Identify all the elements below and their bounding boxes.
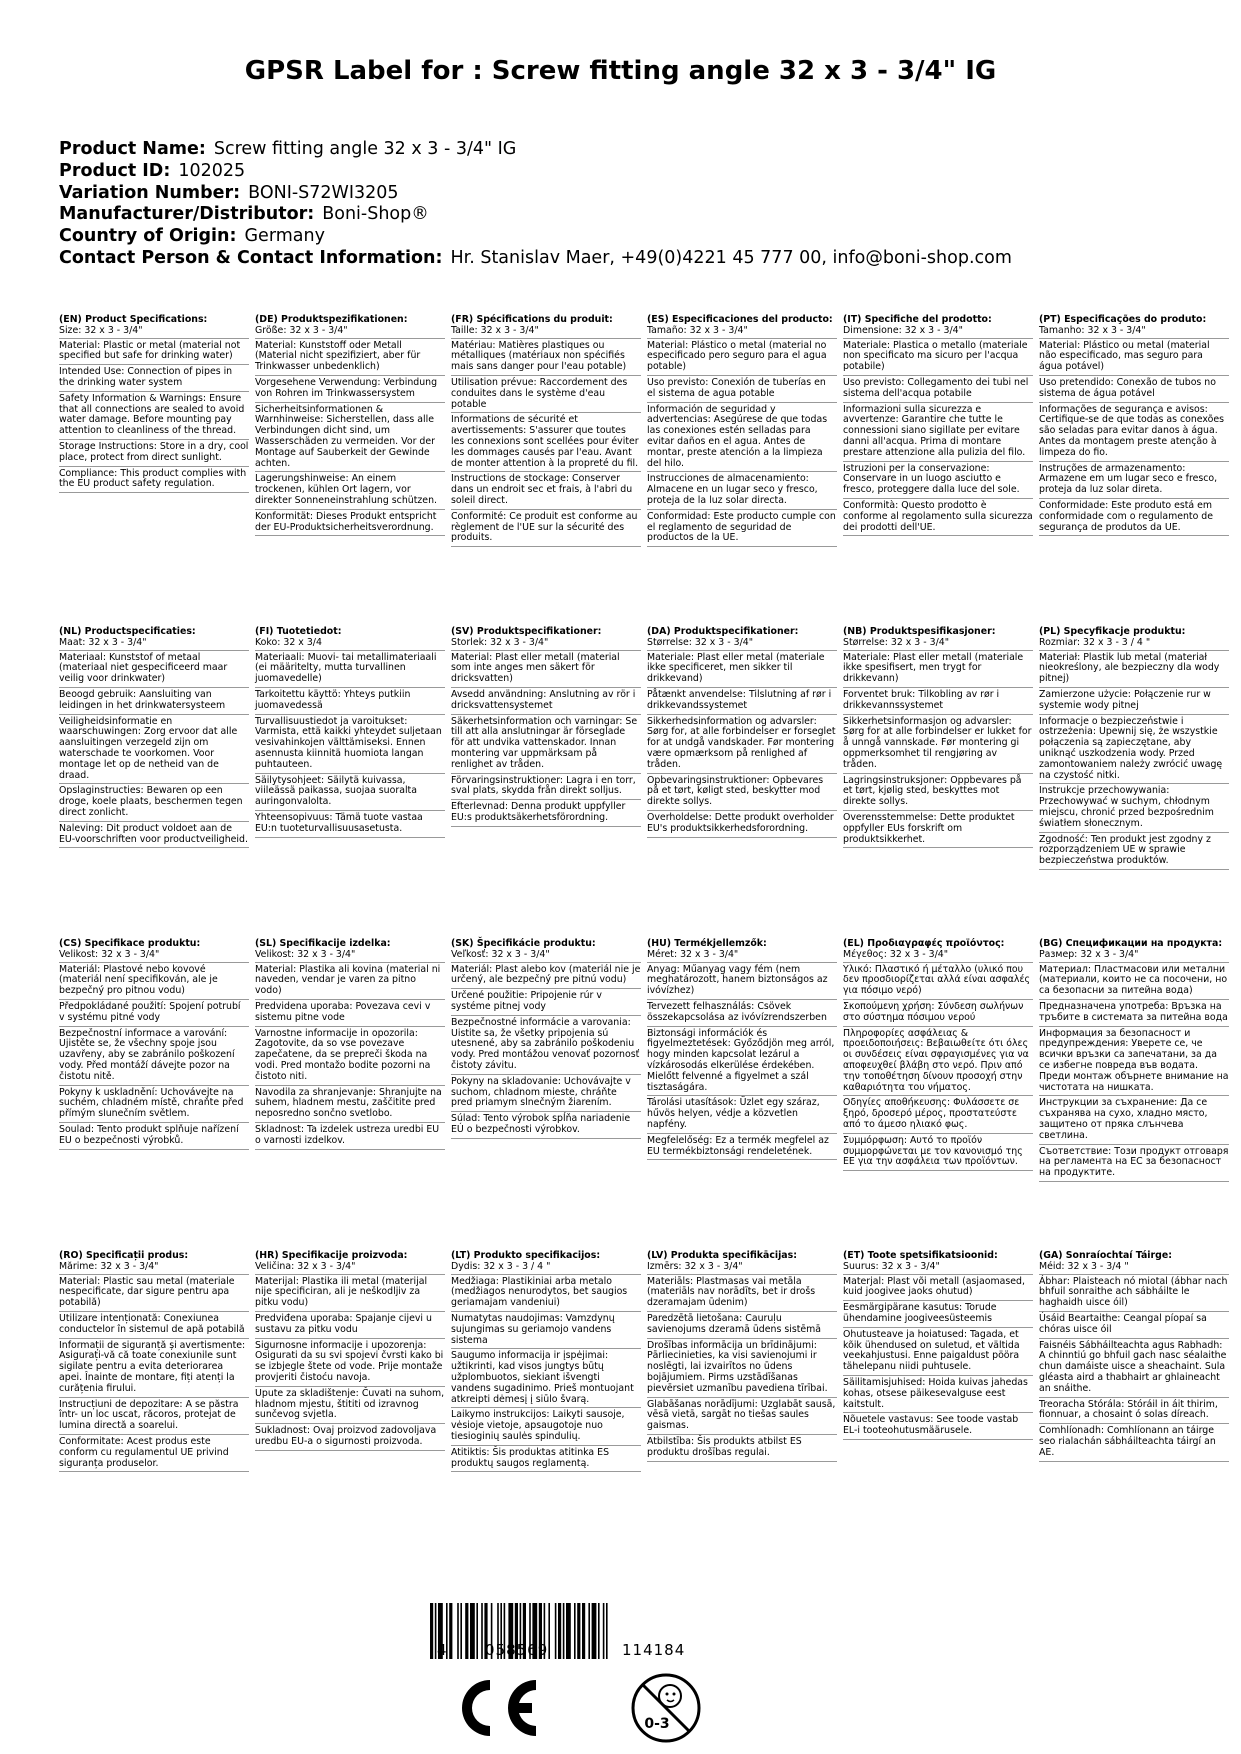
language-spec-field: Предназначена употреба: Връзка на тръбите в системата за питейна вода (1039, 1000, 1229, 1027)
language-spec-block (647, 939, 837, 1160)
language-spec-field: Turvallisuustiedot ja varoitukset: Varmista, että kaikki yhteydet suljetaan vesivahinkojen välttämiseksi. Ennen asennusta kiinnitä huomiota langan puhtauteen. (255, 715, 445, 774)
language-spec-block (255, 315, 445, 536)
language-spec-field: Materiale: Plast eller metall (materiale ikke spesifisert, men trygt for drikkevann) (843, 651, 1033, 688)
language-spec-field: Uso pretendido: Conexão de tubos no sistema de água potável (1039, 376, 1229, 403)
language-spec-block (255, 939, 445, 1150)
language-spec-heading: (HR) Specifikacije proizvoda: (255, 1250, 408, 1261)
language-spec-size: Méid: 32 x 3 - 3/4 " (1039, 1262, 1229, 1275)
barcode-bar (563, 1603, 565, 1659)
language-spec-field: Varnostne informacije in opozorila: Zagotovite, da so vse povezave zapečatene, da se prepreči škoda na vodi. Pred montažo bodite pozorni na čistoto niti. (255, 1027, 445, 1086)
language-spec-size: Méret: 32 x 3 - 3/4" (647, 950, 837, 963)
language-spec-field: Material: Plastika ali kovina (material ni naveden, vendar je varen za pitno vodo) (255, 963, 445, 1000)
language-spec-field: Материал: Пластмасови или метални (материали, които не са посочени, но са безопасни за питейна вода) (1039, 963, 1229, 1000)
product-info-row (59, 183, 1012, 205)
product-info-label: Manufacturer/Distributor: (59, 204, 315, 225)
language-spec-field: Påtænkt anvendelse: Tilslutning af rør i drikkevandssystemet (647, 688, 837, 715)
language-spec-field: Safety Information & Warnings: Ensure that all connections are sealed to avoid water damage. Before mounting pay attention to cleanliness of the thread. (59, 392, 249, 440)
barcode-bar (603, 1603, 605, 1659)
language-spec-block (647, 1251, 837, 1462)
language-spec-field: Storage Instructions: Store in a dry, cool place, protect from direct sunlight. (59, 440, 249, 467)
language-spec-block (843, 627, 1033, 848)
language-spec-field: Navodila za shranjevanje: Shranjujte na suhem, hladnem mestu, zaščitite pred neposredno sončno svetlobo. (255, 1086, 445, 1123)
barcode-bar (592, 1603, 597, 1659)
language-spec-field: Forventet bruk: Tilkobling av rør i drikkevannssystemet (843, 688, 1033, 715)
language-spec-block (843, 1251, 1033, 1440)
barcode-bar (558, 1603, 561, 1659)
language-spec-field: Overholdelse: Dette produkt overholder EU's produktsikkerhedsforordning. (647, 811, 837, 838)
language-spec-block (1039, 627, 1229, 870)
language-spec-size: Suurus: 32 x 3 - 3/4" (843, 1262, 1033, 1275)
page-title: GPSR Label for : Screw fitting angle 32 x 3 - 3/4" IG (244, 56, 997, 86)
language-spec-size: Taille: 32 x 3 - 3/4" (451, 326, 641, 339)
language-spec-field: Predvidena uporaba: Povezava cevi v sistemu pitne vode (255, 1000, 445, 1027)
barcode-bar (470, 1603, 475, 1659)
language-spec-field: Ábhar: Plaisteach nó miotal (ábhar nach bhfuil sonraithe ach sábháilte le haghaidh uisce óil) (1039, 1275, 1229, 1312)
language-spec-field: Overensstemmelse: Dette produktet oppfyller EUs forskrift om produktsikkerhet. (843, 811, 1033, 848)
language-spec-field: Información de seguridad y advertencias: Asegúrese de que todas las conexiones estén selladas para evitar daños en el agua. Antes de montar, preste atención a la limpieza del hilo. (647, 403, 837, 473)
language-spec-field: Σκοπούμενη χρήση: Σύνδεση σωλήνων στο σύστημα πόσιμου νερού (843, 1000, 1033, 1027)
language-spec-block (1039, 939, 1229, 1182)
language-spec-field: Nõuetele vastavus: See toode vastab EL-i tooteohutusmäärusele. (843, 1413, 1033, 1440)
language-spec-heading: (ES) Especificaciones del producto: (647, 314, 833, 325)
barcode-bar (457, 1603, 459, 1659)
language-spec-field: Υλικό: Πλαστικό ή μέταλλο (υλικό που δεν προσδιορίζεται αλλά είναι ασφαλές για πόσιμο νερό) (843, 963, 1033, 1000)
language-spec-field: Säilitamisjuhised: Hoida kuivas jahedas kohas, otsese päikesevalguse eest kaitstult. (843, 1376, 1033, 1413)
barcode-bar (574, 1603, 576, 1659)
product-info-value: Germany (244, 226, 325, 247)
language-spec-field: Съответствие: Този продукт отговаря на регламента на ЕС за безопасност на продуктите. (1039, 1145, 1229, 1182)
language-spec-field: Инструкции за съхранение: Да се съхранява на сухо, хладно място, защитено от пряка слънчева светлина. (1039, 1096, 1229, 1144)
language-spec-field: Yhteensopivuus: Tämä tuote vastaa EU:n tuoteturvallisuusasetusta. (255, 811, 445, 838)
language-spec-block (451, 1251, 641, 1472)
language-spec-size: Velikost: 32 x 3 - 3/4" (255, 950, 445, 963)
language-spec-field: Avsedd användning: Anslutning av rör i dricksvattensystemet (451, 688, 641, 715)
language-spec-heading: (NB) Produktspesifikasjoner: (843, 626, 996, 637)
language-spec-field: Zgodność: Ten produkt jest zgodny z rozporządzeniem UE w sprawie bezpieczeństwa produktów. (1039, 833, 1229, 870)
language-spec-heading: (FI) Tuotetiedot: (255, 626, 342, 637)
svg-text:0-3: 0-3 (644, 1716, 670, 1732)
language-spec-size: Μέγεθος: 32 x 3 - 3/4" (843, 950, 1033, 963)
language-spec-field: Conformité: Ce produit est conforme au règlement de l'UE sur la sécurité des produits. (451, 510, 641, 547)
language-spec-size: Størrelse: 32 x 3 - 3/4" (647, 638, 837, 651)
language-spec-size: Размер: 32 x 3 - 3/4" (1039, 950, 1229, 963)
language-spec-block (255, 627, 445, 838)
language-spec-field: Uso previsto: Conexión de tuberías en el sistema de agua potable (647, 376, 837, 403)
product-info-label: Variation Number: (59, 182, 241, 203)
language-spec-field: Οδηγίες αποθήκευσης: Φυλάσσετε σε ξηρό, δροσερό μέρος, προστατεύστε από το άμεσο ηλιακό φως. (843, 1096, 1033, 1133)
language-spec-field: Material: Kunststoff oder Metall (Material nicht spezifiziert, aber für Trinkwasser unbedenklich) (255, 339, 445, 376)
language-spec-field: Conformitate: Acest produs este conform cu regulamentul UE privind siguranța produselor. (59, 1435, 249, 1472)
language-spec-field: Material: Plastic sau metal (materiale nespecificate, dar sigure pentru apa potabilă) (59, 1275, 249, 1312)
language-spec-size: Size: 32 x 3 - 3/4" (59, 326, 249, 339)
product-info-block (59, 139, 1012, 270)
language-spec-heading: (DE) Produktspezifikationen: (255, 314, 408, 325)
language-spec-block (843, 315, 1033, 536)
language-spec-field: Materiale: Plast eller metal (materiale ikke specificeret, men sikker til drikkevand) (647, 651, 837, 688)
language-spec-field: Utilisation prévue: Raccordement des conduites dans le système d'eau potable (451, 376, 641, 413)
language-spec-field: Drošības informācija un brīdinājumi: Pārliecinieties, ka visi savienojumi ir noslēgti, lai izvairītos no ūdens bojājumiem. Pirms uzstādīšanas pievērsiet uzmanību pavediena tīrībai. (647, 1339, 837, 1398)
language-spec-field: Paredzētā lietošana: Cauruļu savienojums dzeramā ūdens sistēmā (647, 1312, 837, 1339)
language-spec-heading: (CS) Specifikace produktu: (59, 938, 201, 949)
language-spec-heading: (LV) Produkta specifikācijas: (647, 1250, 797, 1261)
language-spec-field: Efterlevnad: Denna produkt uppfyller EU:s produktsäkerhetsförordning. (451, 800, 641, 827)
language-spec-field: Numatytas naudojimas: Vamzdynų sujungimas su geriamojo vandens sistema (451, 1312, 641, 1349)
language-spec-field: Faisnéis Sábháilteachta agus Rabhadh: A chinntiú go bhfuil gach nasc séalaithe chun damáiste uisce a sheachaint. Sula gléasta aird a thabhairt ar ghlaineacht an snáithe. (1039, 1339, 1229, 1398)
language-spec-field: Compliance: This product complies with the EU product safety regulation. (59, 467, 249, 494)
language-spec-field: Materiaali: Muovi- tai metallimateriaali (ei määritelty, mutta turvallinen juomavedelle) (255, 651, 445, 688)
language-spec-field: Sikkerhetsinformasjon og advarsler: Sørg for at alle forbindelser er lukket for å unngå vannskade. Før montering gi oppmerksomhet til rengjøring av tråden. (843, 715, 1033, 774)
product-info-label: Product Name: (59, 139, 206, 159)
barcode-digits-right: 114184 (622, 1641, 686, 1659)
product-info-label: Product ID: (59, 160, 171, 181)
language-spec-heading: (HU) Termékjellemzők: (647, 938, 767, 949)
language-spec-field: Informações de segurança e avisos: Certifique-se de que todas as conexões são seladas para evitar danos à água. Antes da montagem preste atenção à limpeza do fio. (1039, 403, 1229, 462)
language-spec-block (59, 315, 249, 493)
language-spec-field: Konformität: Dieses Produkt entspricht der EU-Produktsicherheitsverordnung. (255, 510, 445, 537)
barcode-bar (588, 1603, 590, 1659)
language-spec-field: Bezpečnostné informácie a varovania: Uistite sa, že všetky pripojenia sú utesnené, aby sa zabránilo poškodeniu vody. Pred montážou venovať pozornosť čistoty závitu. (451, 1016, 641, 1075)
language-spec-field: Súlad: Tento výrobok spĺňa nariadenie EÚ o bezpečnosti výrobkov. (451, 1112, 641, 1139)
language-spec-heading: (EL) Προδιαγραφές προϊόντος: (843, 938, 1005, 949)
language-spec-field: Instruções de armazenamento: Armazene em um lugar seco e fresco, proteja da luz solar direta. (1039, 462, 1229, 499)
language-spec-field: Pokyny na skladovanie: Uchovávajte v suchom, chladnom mieste, chráňte pred priamym slnečným žiarením. (451, 1075, 641, 1112)
language-spec-field: Material: Plástico ou metal (material não especificado, mas seguro para água potável) (1039, 339, 1229, 376)
barcode-bar (430, 1603, 433, 1659)
language-spec-field: Předpokládané použití: Spojení potrubí v systému pitné vody (59, 1000, 249, 1027)
language-spec-field: Material: Plast eller metall (material som inte anges men säkert för dricksvatten) (451, 651, 641, 688)
barcode-bar (598, 1603, 600, 1659)
language-spec-block (843, 939, 1033, 1171)
product-info-row (59, 204, 1012, 226)
language-spec-heading: (BG) Спецификации на продукта: (1039, 938, 1223, 949)
language-spec-heading: (DA) Produktspecifikationer: (647, 626, 799, 637)
language-spec-size: Størrelse: 32 x 3 - 3/4" (843, 638, 1033, 651)
language-spec-field: Material: Plástico o metal (material no especificado pero seguro para el agua potable) (647, 339, 837, 376)
barcode-digits-left: 058569 (485, 1641, 549, 1659)
language-spec-heading: (GA) Sonraíochtaí Táirge: (1039, 1250, 1172, 1261)
language-spec-field: Treoracha Stórála: Stóráil in áit thirim, fionnuar, a chosaint ó solas díreach. (1039, 1398, 1229, 1425)
product-info-row (59, 139, 1012, 161)
language-spec-field: Uso previsto: Collegamento dei tubi nel sistema dell'acqua potabile (843, 376, 1033, 403)
language-spec-block (1039, 1251, 1229, 1462)
language-spec-field: Určené použitie: Pripojenie rúr v systéme pitnej vody (451, 989, 641, 1016)
language-spec-field: Soulad: Tento produkt splňuje nařízení EU o bezpečnosti výrobků. (59, 1123, 249, 1150)
language-spec-field: Sukladnost: Ovaj proizvod zadovoljava uredbu EU-a o sigurnosti proizvoda. (255, 1424, 445, 1451)
language-spec-field: Pokyny k uskladnění: Uchovávejte na suchém, chladném místě, chraňte před přímým slunečním světlem. (59, 1086, 249, 1123)
language-spec-size: Velikost: 32 x 3 - 3/4" (59, 950, 249, 963)
language-spec-size: Veličina: 32 x 3 - 3/4" (255, 1262, 445, 1275)
language-spec-field: Informații de siguranță și avertismente: Asigurați-vă că toate conexiunile sunt sigilate pentru a evita deteriorarea apei. Înainte de montare, fiți atenți la curățenia firului. (59, 1339, 249, 1398)
language-spec-size: Dimensione: 32 x 3 - 3/4" (843, 326, 1033, 339)
language-spec-heading: (SK) Špecifikácie produktu: (451, 938, 596, 949)
language-spec-field: Saugumo informacija ir įspėjimai: užtikrinti, kad visos jungtys būtų užplombuotos, siekiant išvengti vandens sugadinimo. Prieš montuojant atkreipti dėmesį į siūlo švarą. (451, 1349, 641, 1408)
language-spec-heading: (NL) Productspecificaties: (59, 626, 196, 637)
language-spec-field: Informacje o bezpieczeństwie i ostrzeżenia: Upewnij się, że wszystkie połączenia są zapieczętane, aby uniknąć uszkodzenia wody. Przed zamontowaniem należy zwrócić uwagę na czystość nitki. (1039, 715, 1229, 785)
barcode-bar (465, 1603, 468, 1659)
language-spec-field: Eesmärgipärane kasutus: Torude ühendamine joogiveesüsteemis (843, 1301, 1033, 1328)
language-spec-field: Opbevaringsinstruktioner: Opbevares på et tørt, køligt sted, beskytter mod direkte sollys. (647, 774, 837, 811)
product-info-row (59, 248, 1012, 270)
product-info-row (59, 226, 1012, 248)
language-spec-field: Informations de sécurité et avertissements: S'assurer que toutes les connexions sont scellées pour éviter les dommages causés par l'eau. Avant de monter attention à la propreté du fil. (451, 413, 641, 472)
language-spec-field: Veiligheidsinformatie en waarschuwingen: Zorg ervoor dat alle aansluitingen verzegeld zijn om waterschade te voorkomen. Voor montage let op de netheid van de draad. (59, 715, 249, 785)
language-spec-field: Material: Plastic or metal (material not specified but safe for drinking water) (59, 339, 249, 366)
language-spec-field: Συμμόρφωση: Αυτό το προϊόν συμμορφώνεται με τον κανονισμό της ΕΕ για την ασφάλεια των προϊόντων. (843, 1134, 1033, 1171)
barcode-bar (606, 1603, 608, 1659)
barcode-bar (555, 1603, 557, 1659)
language-spec-heading: (PL) Specyfikacje produktu: (1039, 626, 1186, 637)
language-spec-field: Instrucciones de almacenamiento: Almacene en un lugar seco y fresco, proteja de la luz solar directa. (647, 472, 837, 509)
language-spec-field: Comhlíonadh: Comhlíonann an táirge seo rialachán sábháilteachta táirgí an AE. (1039, 1424, 1229, 1461)
language-spec-field: Materjal: Plast või metall (asjaomased, kuid joogivee jaoks ohutud) (843, 1275, 1033, 1302)
language-spec-heading: (ET) Toote spetsifikatsioonid: (843, 1250, 998, 1261)
language-spec-field: Upute za skladištenje: Čuvati na suhom, hladnom mjestu, štititi od izravnog sunčevog svjetla. (255, 1387, 445, 1424)
language-spec-field: Medžiaga: Plastikiniai arba metalo (medžiagos nenurodytos, bet saugios geriamajam vandeniui) (451, 1275, 641, 1312)
language-spec-field: Säilytysohjeet: Säilytä kuivassa, viileässä paikassa, suojaa suoralta auringonvalolta. (255, 774, 445, 811)
language-spec-size: Storlek: 32 x 3 - 3/4" (451, 638, 641, 651)
product-info-value: Screw fitting angle 32 x 3 - 3/4" IG (213, 139, 517, 159)
language-spec-field: Materiaal: Kunststof of metaal (materiaal niet gespecificeerd maar veilig voor drinkwater) (59, 651, 249, 688)
language-spec-field: Conformidade: Este produto está em conformidade com o regulamento de segurança de produtos da UE. (1039, 499, 1229, 536)
language-spec-field: Instrucțiuni de depozitare: A se păstra într- un loc uscat, răcoros, protejat de lumina directă a soarelui. (59, 1398, 249, 1435)
product-info-value: Hr. Stanislav Maer, +49(0)4221 45 777 00, info@boni-shop.com (450, 247, 1012, 268)
language-spec-block (451, 939, 641, 1139)
barcode-bar (566, 1603, 571, 1659)
language-spec-field: Conformidad: Este producto cumple con el reglamento de seguridad de productos de la UE. (647, 510, 837, 547)
language-spec-size: Größe: 32 x 3 - 3/4" (255, 326, 445, 339)
language-spec-field: Materiāls: Plastmasas vai metāla (materiāls nav norādīts, bet ir drošs dzeramajam ūdenim) (647, 1275, 837, 1312)
language-spec-size: Koko: 32 x 3/4 (255, 638, 445, 651)
language-spec-field: Utilizare intenționată: Conexiunea conductelor în sistemul de apă potabilă (59, 1312, 249, 1339)
language-spec-field: Förvaringsinstruktioner: Lagra i en torr, sval plats, skydda från direkt solljus. (451, 774, 641, 801)
language-spec-field: Naleving: Dit product voldoet aan de EU-voorschriften voor productveiligheid. (59, 822, 249, 849)
language-spec-field: Anyag: Műanyag vagy fém (nem meghatározott, hanem biztonságos az ivóvízhez) (647, 963, 837, 1000)
product-info-value: BONI-S72WI3205 (248, 182, 399, 203)
barcode (430, 1603, 750, 1683)
barcode-bar (481, 1603, 483, 1659)
language-spec-field: Säkerhetsinformation och varningar: Se till att alla anslutningar är förseglade för att undvika vattenskador. Innan montering var uppmärksam på renlighet av tråden. (451, 715, 641, 774)
language-spec-block (647, 627, 837, 838)
language-spec-field: Vorgesehene Verwendung: Verbindung von Rohren im Trinkwassersystem (255, 376, 445, 403)
language-spec-size: Dydis: 32 x 3 - 3 / 4 " (451, 1262, 641, 1275)
product-info-label: Country of Origin: (59, 226, 237, 247)
language-spec-heading: (LT) Produkto specifikacijos: (451, 1250, 601, 1261)
language-spec-field: Sikkerhedsinformation og advarsler: Sørg for, at alle forbindelser er forseglet for at undgå vandskader. Før montering være opmærksom på renlighed af tråden. (647, 715, 837, 774)
product-info-label: Contact Person & Contact Information: (59, 247, 443, 268)
language-spec-block (451, 627, 641, 827)
language-spec-block (647, 315, 837, 547)
product-info-row (59, 161, 1012, 183)
language-spec-field: Informazioni sulla sicurezza e avvertenze: Garantire che tutte le connessioni siano sigillate per evitare danni all'acqua. Prima di montare prestare attenzione alla pulizia del filo. (843, 403, 1033, 462)
language-spec-field: Tarkoitettu käyttö: Yhteys putkiin juomavedessä (255, 688, 445, 715)
language-spec-heading: (IT) Specifiche del prodotto: (843, 314, 992, 325)
age-warning-0-3-icon (630, 1672, 702, 1744)
language-spec-field: Instrukcje przechowywania: Przechowywać w suchym, chłodnym miejscu, chronić przed bezpośrednim światłem słonecznym. (1039, 784, 1229, 832)
language-spec-field: Conformità: Questo prodotto è conforme al regolamento sulla sicurezza dei prodotti dell'UE. (843, 499, 1033, 536)
language-spec-field: Glabāšanas norādījumi: Uzglabāt sausā, vēsā vietā, sargāt no tiešas saules gaismas. (647, 1398, 837, 1435)
language-spec-block (59, 1251, 249, 1472)
language-spec-field: Tervezett felhasználás: Csövek összekapcsolása az ivóvízrendszerben (647, 1000, 837, 1027)
language-spec-heading: (FR) Spécifications du produit: (451, 314, 613, 325)
language-spec-field: Úsáid Beartaithe: Ceangal píopaí sa chóras uisce óil (1039, 1312, 1229, 1339)
barcode-bar (582, 1603, 585, 1659)
product-info-value: Boni-Shop® (322, 204, 429, 225)
language-spec-field: Lagringsinstruksjoner: Oppbevares på et tørt, kjølig sted, beskyttes mot direkte sollys. (843, 774, 1033, 811)
language-spec-field: Sicherheitsinformationen & Warnhinweise: Sicherstellen, dass alle Verbindungen dicht sind, um Wasserschäden zu vermeiden. Vor der Montage auf Sauberkeit der Gewinde achten. (255, 403, 445, 473)
language-spec-field: Materiál: Plast alebo kov (materiál nie je určený, ale bezpečný pre pitnú vodu) (451, 963, 641, 990)
language-spec-size: Mărime: 32 x 3 - 3/4" (59, 1262, 249, 1275)
language-spec-size: Izmērs: 32 x 3 - 3/4" (647, 1262, 837, 1275)
language-spec-field: Materijal: Plastika ili metal (materijal nije specificiran, ali je neškodljiv za pitku vodu) (255, 1275, 445, 1312)
language-spec-field: Skladnost: Ta izdelek ustreza uredbi EU o varnosti izdelkov. (255, 1123, 445, 1150)
language-spec-field: Atbilstība: Šis produkts atbilst ES produktu drošības regulai. (647, 1435, 837, 1462)
language-spec-block (59, 627, 249, 848)
language-spec-block (255, 1251, 445, 1451)
language-spec-field: Laikymo instrukcijos: Laikyti sausoje, vėsioje vietoje, apsaugotoje nuo tiesioginių saulės spindulių. (451, 1408, 641, 1445)
language-spec-field: Instructions de stockage: Conserver dans un endroit sec et frais, à l'abri du soleil direct. (451, 472, 641, 509)
language-spec-field: Opslaginstructies: Bewaren op een droge, koele plaats, beschermen tegen direct zonlicht. (59, 784, 249, 821)
product-info-value: 102025 (178, 160, 246, 181)
language-spec-field: Lagerungshinweise: An einem trockenen, kühlen Ort lagern, vor direkter Sonneneinstrahlung schützen. (255, 472, 445, 509)
language-spec-field: Biztonsági információk és figyelmeztetések: Győződjön meg arról, hogy minden kapcsolat lezárul a vízkárosodás elkerülése érdekében. Mielőtt felvenné a figyelmet a szál tisztaságára. (647, 1027, 837, 1097)
language-spec-heading: (SV) Produktspecifikationer: (451, 626, 602, 637)
language-spec-field: Beoogd gebruik: Aansluiting van leidingen in het drinkwatersysteem (59, 688, 249, 715)
language-spec-size: Tamaño: 32 x 3 - 3/4" (647, 326, 837, 339)
barcode-bar (476, 1603, 478, 1659)
language-spec-field: Materiál: Plastové nebo kovové (materiál není specifikován, ale je bezpečný pro pitnou vodu) (59, 963, 249, 1000)
language-spec-heading: (SL) Specifikacije izdelka: (255, 938, 391, 949)
language-spec-field: Predviđena uporaba: Spajanje cijevi u sustavu za pitku vodu (255, 1312, 445, 1339)
language-spec-field: Matériau: Matières plastiques ou métalliques (matériaux non spécifiés mais sans danger pour l'eau potable) (451, 339, 641, 376)
language-spec-field: Sigurnosne informacije i upozorenja: Osigurati da su svi spojevi čvrsti kako bi se izbjegle štete od vode. Prije montaže provjeriti čistoću navoja. (255, 1339, 445, 1387)
language-spec-field: Istruzioni per la conservazione: Conservare in un luogo asciutto e fresco, proteggere dalla luce del sole. (843, 462, 1033, 499)
language-spec-field: Ohutusteave ja hoiatused: Tagada, et kõik ühendused on suletud, et vältida veekahjustusi. Enne paigaldust pööra tähelepanu niidi puhtusele. (843, 1328, 1033, 1376)
ce-mark-icon (452, 1676, 542, 1740)
language-spec-heading: (RO) Specificații produs: (59, 1250, 189, 1261)
language-spec-field: Megfelelőség: Ez a termék megfelel az EU termékbiztonsági rendeletének. (647, 1134, 837, 1161)
language-spec-size: Veľkosť: 32 x 3 - 3/4" (451, 950, 641, 963)
language-spec-field: Πληροφορίες ασφάλειας & προειδοποιήσεις: Βεβαιωθείτε ότι όλες οι συνδέσεις είναι σφραγισμένες για να αποφευχθεί βλάβη στο νερό. Πριν από την τοποθέτηση δίνουν προσοχή στην καθαριότητα του νήματος. (843, 1027, 1033, 1097)
language-spec-field: Atitiktis: Šis produktas atitinka ES produktų saugos reglamentą. (451, 1446, 641, 1473)
language-spec-size: Maat: 32 x 3 - 3/4" (59, 638, 249, 651)
language-spec-field: Zamierzone użycie: Połączenie rur w systemie wody pitnej (1039, 688, 1229, 715)
barcode-bar (460, 1603, 462, 1659)
language-spec-size: Tamanho: 32 x 3 - 3/4" (1039, 326, 1229, 339)
language-spec-field: Tárolási utasítások: Üzlet egy száraz, hűvös helyen, védje a közvetlen napfény. (647, 1096, 837, 1133)
barcode-bar (577, 1603, 580, 1659)
language-spec-size: Rozmiar: 32 x 3 - 3 / 4 " (1039, 638, 1229, 651)
barcode-bar (548, 1603, 550, 1659)
language-spec-heading: (EN) Product Specifications: (59, 314, 208, 325)
language-spec-field: Bezpečnostní informace a varování: Ujistěte se, že všechny spoje jsou uzavřeny, aby se zabránilo poškození vody. Před montáží dávejte pozor na čistotu nitě. (59, 1027, 249, 1086)
barcode-digit-first: 4 (437, 1641, 448, 1659)
language-spec-block (451, 315, 641, 547)
language-spec-block (59, 939, 249, 1150)
language-spec-block (1039, 315, 1229, 536)
barcode-bar (449, 1603, 452, 1659)
language-spec-field: Materiale: Plastica o metallo (materiale non specificato ma sicuro per l'acqua potabile) (843, 339, 1033, 376)
language-spec-field: Materiał: Plastik lub metal (materiał nieokreślony, ale bezpieczny dla wody pitnej) (1039, 651, 1229, 688)
language-spec-field: Информация за безопасност и предупреждения: Уверете се, че всички връзки са запечатани, за да се избегне повреда във водата. Преди монтаж обърнете внимание на чистотата на нишката. (1039, 1027, 1229, 1097)
language-spec-heading: (PT) Especificações do produto: (1039, 314, 1207, 325)
language-spec-field: Intended Use: Connection of pipes in the drinking water system (59, 365, 249, 392)
